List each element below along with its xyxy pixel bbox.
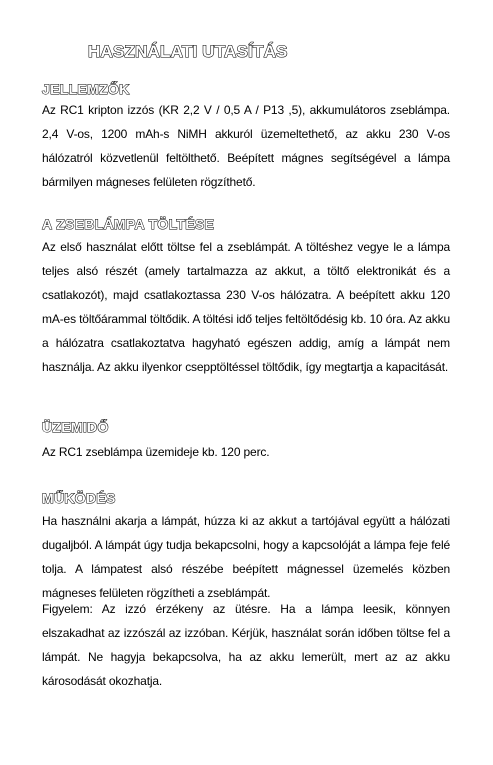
section-heading-operation: MŰKÖDÉS <box>42 490 116 506</box>
section-heading-charging: A ZSEBLÁMPA TÖLTÉSE <box>42 216 215 232</box>
document-title: HASZNÁLATI UTASÍTÁS <box>88 42 288 61</box>
section-paragraph-charging: Az első használat előtt töltse fel a zseblámpát. A töltéshez vegye le a lámpa teljes alsó részét (amely tartalmazza az akkut, a töltő elektronikát és a csatlakozót), majd csatlakoztassa 230 V-os hálózatra. A beépített akku 120 mA-es töltőárammal töltődik. A töltési idő teljes feltöltődésig kb. 10 óra. Az akku a hálózatra csatlakoztatva hagyható egészen addig, amíg a lámpát nem használja. Az akku ilyenkor csepptöltéssel töltődik, így megtartja a kapacitását. <box>42 240 450 374</box>
section-paragraph-features: Az RC1 kripton izzós (KR 2,2 V / 0,5 A / P13 ,5), akkumulátoros zseblámpa. 2,4 V-os, 1200 mAh-s NiMH akkuról üzemeltethető, az akku 230 V-os hálózatról közvetlenül feltölthető. Beépített mágnes segítségével a lámpa bármilyen mágneses felületen rögzíthető. <box>42 103 450 189</box>
section-paragraph-runtime: Az RC1 zseblámpa üzemideje kb. 120 perc. <box>42 445 270 459</box>
section-heading-features: JELLEMZŐK <box>42 81 130 97</box>
section-paragraph-operation-usage: Ha használni akarja a lámpát, húzza ki az akkut a tartójával együtt a hálózati dugaljból. A lámpát úgy tudja bekapcsolni, hogy a kapcsolóját a lámpa feje felé tolja. A lámpatest alsó részébe beépített mágnessel üzemelés közben mágneses felületen rögzítheti a zseblámpát. <box>42 514 450 600</box>
section-paragraph-operation-warning: Figyelem: Az izzó érzékeny az ütésre. Ha a lámpa leesik, könnyen elszakadhat az izzószál az izzóban. Kérjük, használat során időben töltse fel a lámpát. Ne hagyja bekapcsolva, ha az akku lemerült, mert az az akku károsodását okozhatja. <box>42 602 450 688</box>
section-heading-runtime: ÜZEMIDŐ <box>42 419 109 435</box>
